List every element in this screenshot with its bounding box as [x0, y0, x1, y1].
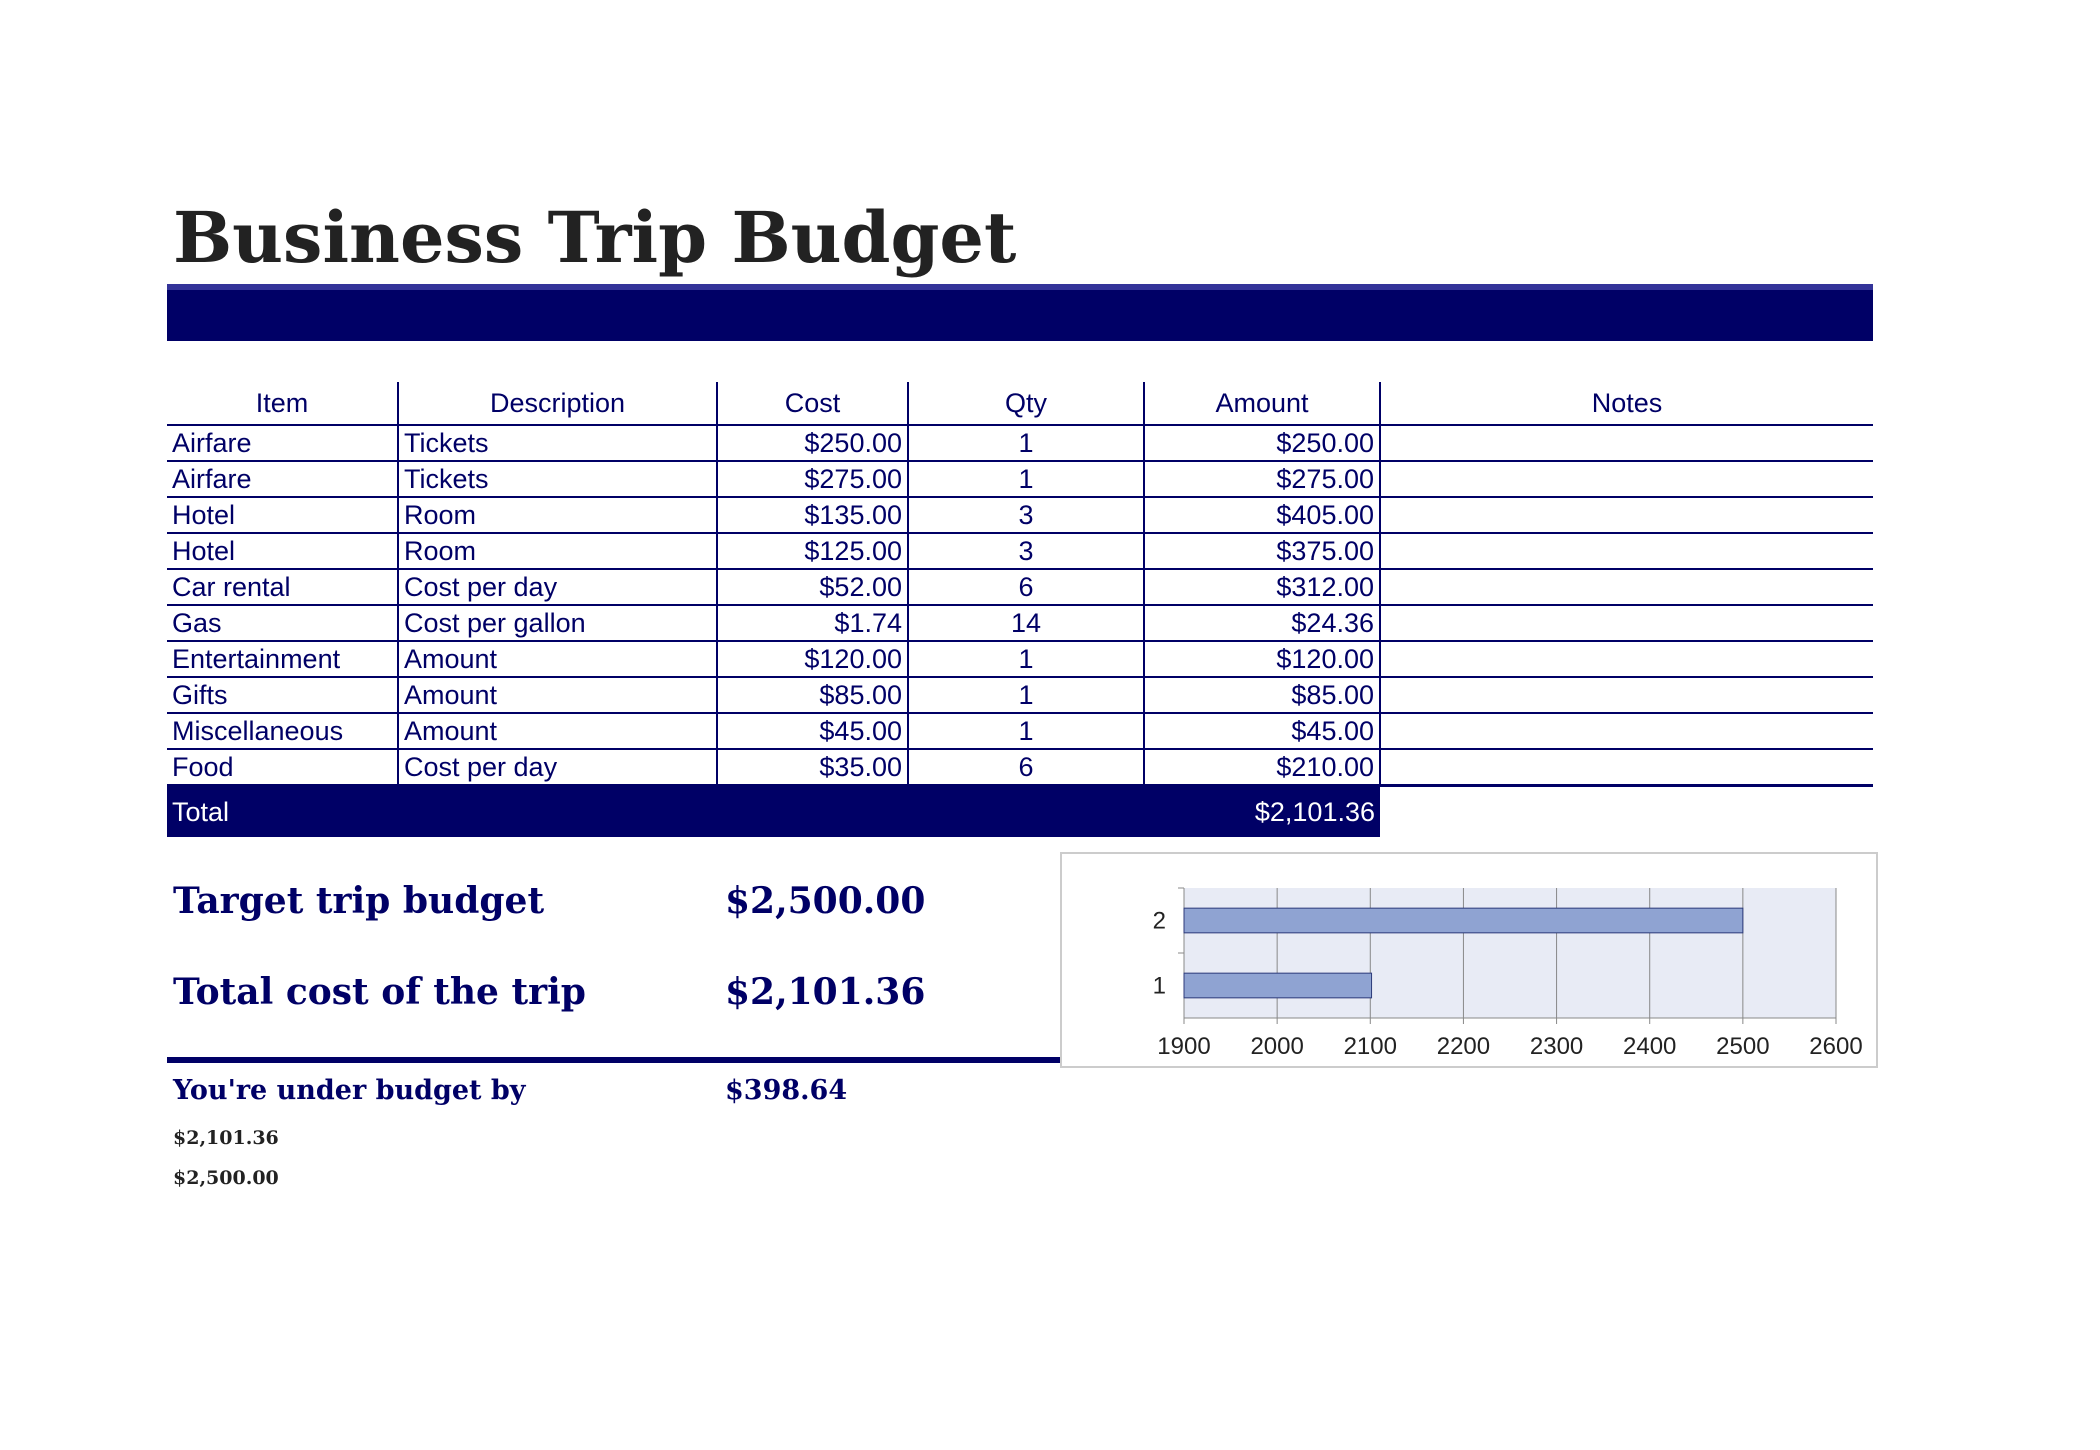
chart-plot-area — [1184, 888, 1836, 1018]
cell-notes[interactable] — [1380, 497, 1873, 533]
x-tick-label: 1900 — [1157, 1033, 1211, 1060]
under-budget-label: You're under budget by — [173, 1075, 526, 1106]
cell-qty[interactable]: 1 — [908, 461, 1144, 497]
table-row — [167, 641, 1873, 677]
cell-item[interactable]: Hotel — [167, 497, 398, 533]
cell-notes[interactable] — [1380, 749, 1873, 786]
y-tick-label: 2 — [1152, 907, 1166, 935]
cell-item[interactable]: Food — [167, 749, 398, 786]
cell-item[interactable]: Hotel — [167, 533, 398, 569]
chart-canvas — [1062, 854, 1876, 1066]
cell-description[interactable]: Tickets — [398, 461, 717, 497]
header-banner — [167, 290, 1873, 341]
cell-qty[interactable]: 1 — [908, 425, 1144, 461]
table-row — [167, 533, 1873, 569]
cell-item[interactable]: Gas — [167, 605, 398, 641]
column-header-item[interactable]: Item — [167, 382, 398, 425]
cell-notes[interactable] — [1380, 713, 1873, 749]
x-tick-label: 2600 — [1809, 1033, 1863, 1060]
cell-amount[interactable]: $250.00 — [1144, 425, 1380, 461]
table-row — [167, 677, 1873, 713]
table-row — [167, 713, 1873, 749]
total-cell-blank[interactable] — [908, 786, 1144, 838]
total-cell-blank[interactable] — [398, 786, 717, 838]
cell-notes[interactable] — [1380, 461, 1873, 497]
cell-notes[interactable] — [1380, 641, 1873, 677]
cell-qty[interactable]: 6 — [908, 569, 1144, 605]
x-tick-label: 2400 — [1623, 1033, 1677, 1060]
chart-bar — [1184, 973, 1372, 998]
cell-amount[interactable]: $375.00 — [1144, 533, 1380, 569]
chart-source-value-2[interactable]: $2,500.00 — [173, 1167, 279, 1189]
cell-amount[interactable]: $405.00 — [1144, 497, 1380, 533]
total-row — [167, 786, 1873, 838]
cell-qty[interactable]: 1 — [908, 641, 1144, 677]
target-budget-value[interactable]: $2,500.00 — [725, 880, 926, 922]
cell-item[interactable]: Airfare — [167, 461, 398, 497]
column-header-cost[interactable]: Cost — [717, 382, 908, 425]
cell-cost[interactable]: $85.00 — [717, 677, 908, 713]
table-row — [167, 749, 1873, 786]
table-row — [167, 497, 1873, 533]
page-title: Business Trip Budget — [173, 196, 1017, 279]
cell-amount[interactable]: $312.00 — [1144, 569, 1380, 605]
column-header-qty[interactable]: Qty — [908, 382, 1144, 425]
cell-cost[interactable]: $1.74 — [717, 605, 908, 641]
cell-cost[interactable]: $52.00 — [717, 569, 908, 605]
cell-notes[interactable] — [1380, 605, 1873, 641]
cell-item[interactable]: Gifts — [167, 677, 398, 713]
total-label[interactable]: Total — [167, 786, 398, 838]
cell-description[interactable]: Cost per gallon — [398, 605, 717, 641]
cell-cost[interactable]: $250.00 — [717, 425, 908, 461]
total-amount[interactable]: $2,101.36 — [1144, 786, 1380, 838]
cell-description[interactable]: Cost per day — [398, 569, 717, 605]
x-tick-label: 2500 — [1716, 1033, 1770, 1060]
cell-amount[interactable]: $85.00 — [1144, 677, 1380, 713]
target-budget-label: Target trip budget — [173, 880, 545, 922]
cell-qty[interactable]: 1 — [908, 677, 1144, 713]
cell-item[interactable]: Miscellaneous — [167, 713, 398, 749]
total-notes-blank[interactable] — [1380, 786, 1873, 838]
total-cost-value[interactable]: $2,101.36 — [725, 971, 926, 1013]
x-tick-label: 2300 — [1529, 1033, 1584, 1060]
cell-amount[interactable]: $120.00 — [1144, 641, 1380, 677]
cell-description[interactable]: Cost per day — [398, 749, 717, 786]
cell-description[interactable]: Room — [398, 497, 717, 533]
y-tick-label: 1 — [1152, 972, 1166, 1000]
chart-source-value-1[interactable]: $2,101.36 — [173, 1127, 279, 1149]
cell-amount[interactable]: $275.00 — [1144, 461, 1380, 497]
cell-amount[interactable]: $45.00 — [1144, 713, 1380, 749]
cell-item[interactable]: Airfare — [167, 425, 398, 461]
cell-qty[interactable]: 14 — [908, 605, 1144, 641]
column-header-amount[interactable]: Amount — [1144, 382, 1380, 425]
cell-item[interactable]: Car rental — [167, 569, 398, 605]
x-tick-label: 2000 — [1250, 1033, 1304, 1060]
cell-description[interactable]: Tickets — [398, 425, 717, 461]
table-row — [167, 569, 1873, 605]
cell-notes[interactable] — [1380, 533, 1873, 569]
cell-description[interactable]: Amount — [398, 677, 717, 713]
cell-cost[interactable]: $45.00 — [717, 713, 908, 749]
under-budget-value[interactable]: $398.64 — [725, 1075, 848, 1106]
x-tick-label: 2100 — [1343, 1033, 1397, 1060]
table-row — [167, 425, 1873, 461]
budget-table — [167, 382, 1873, 837]
cell-notes[interactable] — [1380, 677, 1873, 713]
summary-divider — [167, 1057, 1145, 1063]
cell-qty[interactable]: 3 — [908, 497, 1144, 533]
cell-cost[interactable]: $120.00 — [717, 641, 908, 677]
total-cell-blank[interactable] — [717, 786, 908, 838]
x-tick-label: 2200 — [1436, 1033, 1491, 1060]
cell-cost[interactable]: $35.00 — [717, 749, 908, 786]
cell-qty[interactable]: 6 — [908, 749, 1144, 786]
cell-item[interactable]: Entertainment — [167, 641, 398, 677]
cell-cost[interactable]: $135.00 — [717, 497, 908, 533]
table-row — [167, 605, 1873, 641]
cell-qty[interactable]: 3 — [908, 533, 1144, 569]
budget-comparison-chart[interactable] — [1060, 852, 1878, 1068]
chart-bar — [1184, 908, 1743, 933]
cell-cost[interactable]: $125.00 — [717, 533, 908, 569]
total-cost-label: Total cost of the trip — [173, 971, 586, 1013]
column-header-notes[interactable]: Notes — [1380, 382, 1873, 425]
cell-amount[interactable]: $24.36 — [1144, 605, 1380, 641]
cell-amount[interactable]: $210.00 — [1144, 749, 1380, 786]
cell-notes[interactable] — [1380, 425, 1873, 461]
table-row — [167, 461, 1873, 497]
cell-cost[interactable]: $275.00 — [717, 461, 908, 497]
cell-description[interactable]: Amount — [398, 641, 717, 677]
cell-qty[interactable]: 1 — [908, 713, 1144, 749]
cell-description[interactable]: Room — [398, 533, 717, 569]
cell-description[interactable]: Amount — [398, 713, 717, 749]
table-header-row — [167, 382, 1873, 425]
cell-notes[interactable] — [1380, 569, 1873, 605]
column-header-description[interactable]: Description — [398, 382, 717, 425]
